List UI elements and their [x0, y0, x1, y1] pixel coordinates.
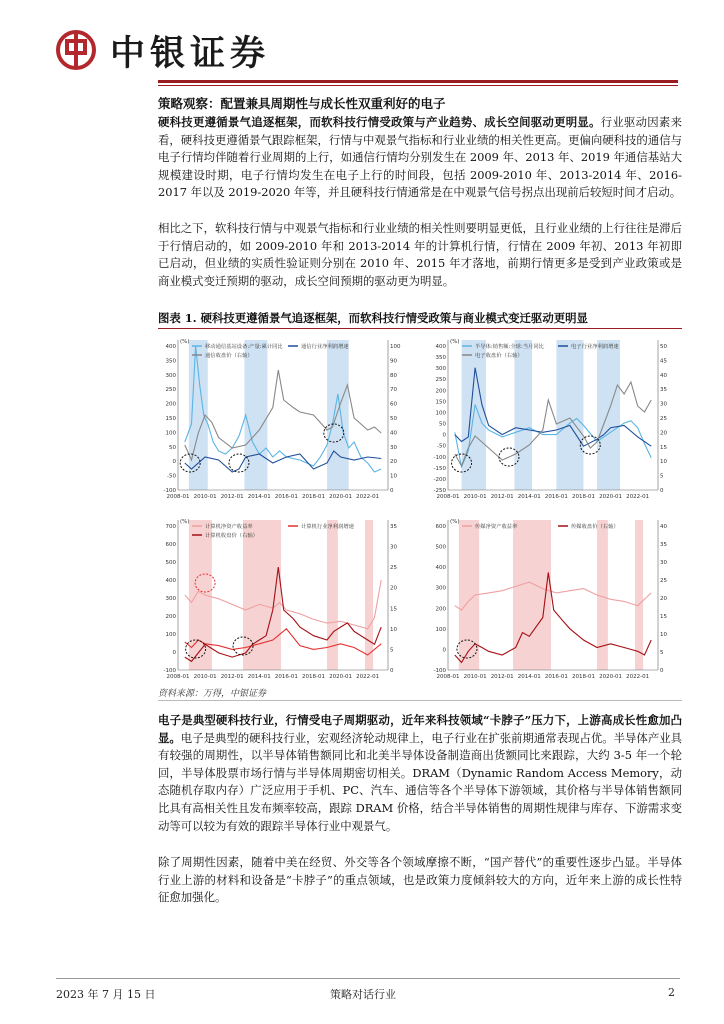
figure-source-rule	[158, 700, 682, 701]
figure-title: 图表 1. 硬科技更遵循景气追逐框架，而软科技行情受政策与商业模式变迁驱动更明显	[158, 311, 588, 325]
y-tick-label: -50	[437, 443, 446, 450]
y2-tick-label: 20	[390, 585, 397, 592]
y-tick-label: 100	[165, 632, 176, 638]
y-tick-label: 100	[435, 626, 446, 633]
y-tick-label: 500	[165, 560, 176, 566]
y2-tick-label: 35	[390, 524, 397, 530]
footer-center: 策略对话行业	[330, 988, 396, 1001]
y-tick-label: 0	[442, 432, 446, 439]
x-tick-label: 2014-01	[517, 674, 541, 680]
y-tick-label: -50	[167, 473, 176, 480]
x-tick-label: 2016-01	[274, 674, 298, 680]
y-tick-label: 250	[165, 387, 176, 394]
y-unit-label: (%)	[450, 519, 460, 525]
y2-tick-label: 30	[660, 560, 667, 566]
x-tick-label: 2016-01	[544, 494, 568, 500]
legend-label: 计算机行业净利润增速	[301, 524, 354, 530]
x-tick-label: 2010-01	[463, 494, 487, 500]
y-tick-label: -100	[433, 668, 446, 674]
y-tick-label: 200	[435, 606, 446, 613]
y-tick-label: -200	[433, 476, 446, 483]
y2-tick-label: 0	[660, 488, 664, 494]
x-tick-label: 2012-01	[220, 494, 244, 500]
y-tick-label: 100	[435, 410, 446, 417]
x-tick-label: 2022-01	[356, 674, 380, 680]
legend-label: 通信收盘价（右轴）	[205, 353, 253, 359]
y-tick-label: 250	[435, 377, 446, 384]
x-tick-label: 2008-01	[166, 674, 190, 680]
y2-tick-label: 35	[660, 387, 667, 394]
y2-tick-label: 10	[660, 459, 667, 466]
y-tick-label: -100	[163, 488, 176, 494]
page-number: 2	[668, 986, 675, 999]
y-tick-label: 50	[439, 421, 446, 428]
x-tick-label: 2020-01	[599, 674, 623, 680]
x-tick-label: 2018-01	[301, 494, 325, 500]
x-tick-label: 2008-01	[436, 494, 460, 500]
y2-tick-label: 25	[390, 565, 397, 572]
y-tick-label: 600	[165, 542, 176, 548]
y-tick-label: -100	[433, 454, 446, 461]
y-tick-label: 300	[165, 596, 176, 602]
x-tick-label: 2014-01	[247, 674, 271, 680]
x-tick-label: 2014-01	[517, 494, 541, 500]
y2-tick-label: 15	[660, 614, 667, 620]
highlight-band	[365, 520, 373, 670]
y2-tick-label: 20	[660, 596, 667, 602]
chart-panel-3	[164, 519, 398, 680]
x-tick-label: 2018-01	[301, 674, 325, 680]
y-tick-label: 150	[165, 416, 176, 422]
y2-tick-label: 30	[390, 544, 397, 551]
footer-divider	[56, 978, 680, 979]
y2-tick-label: 10	[660, 632, 667, 638]
header-divider	[158, 80, 678, 83]
y2-tick-label: 90	[390, 358, 397, 365]
x-tick-label: 2014-01	[247, 494, 271, 500]
y-tick-label: 0	[172, 650, 176, 656]
y2-tick-label: 35	[660, 542, 667, 548]
y2-tick-label: 20	[390, 459, 397, 466]
y-tick-label: 400	[435, 344, 446, 350]
legend-label: 电子行业净利润增速	[571, 344, 619, 350]
y2-tick-label: 15	[390, 606, 397, 613]
brand-name: 中银证券	[110, 33, 271, 74]
y-tick-label: 200	[435, 388, 446, 395]
y2-tick-label: 30	[390, 444, 397, 451]
y-tick-label: 300	[435, 366, 446, 373]
y-tick-label: 0	[172, 459, 176, 466]
chart-panel-4	[434, 519, 668, 680]
paragraph-1	[158, 114, 682, 202]
y2-tick-label: 0	[390, 488, 394, 494]
x-tick-label: 2012-01	[490, 674, 514, 680]
y-unit-label: (%)	[450, 339, 460, 345]
x-tick-label: 2018-01	[571, 494, 595, 500]
y-tick-label: 350	[435, 355, 446, 362]
y2-tick-label: 80	[390, 372, 397, 379]
series-line-3	[185, 370, 381, 460]
x-tick-label: 2022-01	[626, 674, 650, 680]
y-tick-label: -150	[433, 465, 446, 472]
x-tick-label: 2008-01	[166, 494, 190, 500]
legend-label: 计算机收盘价（右轴）	[205, 533, 258, 539]
legend-label: 半导体:销售额:全球:当月同比	[475, 344, 544, 350]
y-tick-label: -250	[433, 488, 446, 494]
highlight-band	[597, 340, 620, 490]
highlight-band	[327, 340, 349, 490]
y2-tick-label: 25	[660, 416, 667, 422]
highlight-band	[514, 340, 532, 490]
series-line-2	[455, 573, 651, 663]
highlight-band	[189, 520, 212, 670]
y2-tick-label: 45	[660, 358, 667, 365]
paragraph-3-lead: 电子是典型硬科技行业，行情受电子周期驱动，近年来科技领域“卡脖子”压力下，上游高成长性愈加凸显。	[158, 713, 682, 745]
chart-panel-1	[164, 339, 401, 500]
x-tick-label: 2012-01	[490, 494, 514, 500]
y2-tick-label: 5	[660, 473, 664, 480]
y2-tick-label: 10	[390, 626, 397, 633]
legend-label: 移动通信基站设备:产量:累计同比	[205, 344, 283, 350]
x-tick-label: 2018-01	[571, 674, 595, 680]
y2-tick-label: 40	[660, 524, 667, 530]
section-title: 策略观察：配置兼具周期性与成长性双重利好的电子	[158, 96, 446, 111]
footer-date: 2023 年 7 月 15 日	[56, 988, 156, 1001]
legend-label: 传媒收盘价（右轴）	[571, 524, 619, 530]
y-tick-label: 300	[165, 372, 176, 379]
x-tick-label: 2016-01	[544, 674, 568, 680]
y-tick-label: 300	[435, 585, 446, 592]
paragraph-3	[158, 712, 682, 835]
bank-logo-icon	[56, 30, 96, 70]
y-tick-label: 200	[165, 401, 176, 408]
paragraph-1-lead: 硬科技更遵循景气追逐框架，而软科技行情受政策与产业趋势、成长空间驱动更明显。	[158, 115, 601, 129]
highlight-band	[635, 520, 643, 670]
x-tick-label: 2022-01	[356, 494, 380, 500]
figure-title-rule	[158, 328, 682, 329]
y2-tick-label: 5	[660, 650, 664, 656]
y2-tick-label: 0	[660, 668, 664, 674]
figure-source: 资料来源：万得，中银证券	[158, 689, 267, 699]
x-tick-label: 2020-01	[329, 674, 353, 680]
legend-label: 传媒净资产收益率	[475, 524, 518, 530]
paragraph-1-body: 行业驱动因素来看，硬科技更遵循景气跟踪框架，行情与中观景气指标和行业业绩的相关性更高。更偏向硬科技的通信与电子行情均伴随着行业周期的上行，如通信行情均分别发生在 2009 年、2013 年、2019 年通信基站大规模建设时期，电子行情均发生在电子上行的时间段，包括 2009-2010 年、2013-2014 年、2016-2017 年以及 2019-2020 年等，并且硬科技行情通常是在中观景气信号拐点出现前后较短时间才启动。	[158, 115, 682, 200]
header-divider-thin	[158, 85, 678, 86]
y-tick-label: 100	[165, 430, 176, 437]
legend-label: 计算机净资产收益率	[205, 524, 253, 530]
highlight-band	[556, 340, 583, 490]
legend-label: 通信行业净利润增速	[301, 344, 349, 350]
y-tick-label: 0	[442, 647, 446, 654]
legend-label: 电子收盘价（右轴）	[475, 353, 523, 359]
y-tick-label: 350	[165, 358, 176, 365]
x-tick-label: 2010-01	[193, 674, 217, 680]
y-tick-label: 50	[169, 444, 176, 451]
y2-tick-label: 0	[390, 668, 394, 674]
paragraph-2: 相比之下，软科技行情与中观景气指标和行业业绩的相关性则要明显更低，且行业业绩的上行往往是滞后于行情启动的，如 2009-2010 年和 2013-2014 年的计算机行情，行情在 2009 年初、2013 年初即已启动，但业绩的实质性验证则分别在 2010 年、2015 年才落地，前期行情更多是受到产业政策或是商业模式变迁预期的驱动，成长空间预期的驱动更为明显。	[158, 221, 682, 288]
x-tick-label: 2012-01	[220, 674, 244, 680]
y2-tick-label: 40	[390, 430, 397, 437]
paragraph-3-body: 电子是典型的硬科技行业，宏观经济轮动规律上，电子行业在扩张前期通常表现占优。半导体产业具有较强的周期性，以半导体销售额同比和北美半导体设备制造商出货额同比来跟踪，大约 3-5 年一个轮回，半导体股票市场行情与半导体周期密切相关。DRAM（Dynamic Random Access Memory，动态随机存取内存）广泛应用于手机、PC、汽车、通信等各个半导体下游领域，其价格与半导体销售额同比具有高相关性且发布频率较高，跟踪 DRAM 价格，结合半导体销售的周期性规律与库存、下游需求变动等可以较为有效的跟踪半导体行业中观景气。	[158, 730, 682, 833]
y2-tick-label: 40	[660, 372, 667, 379]
y2-tick-label: 70	[390, 387, 397, 394]
y-unit-label: (%)	[180, 339, 190, 345]
x-tick-label: 2010-01	[193, 494, 217, 500]
x-tick-label: 2020-01	[599, 494, 623, 500]
y-tick-label: 200	[165, 614, 176, 620]
y2-tick-label: 60	[390, 401, 397, 408]
series-line-2	[185, 629, 381, 655]
y2-tick-label: 30	[660, 401, 667, 408]
y-tick-label: 500	[435, 544, 446, 551]
x-tick-label: 2010-01	[463, 674, 487, 680]
y2-tick-label: 100	[390, 344, 401, 350]
y-tick-label: 700	[165, 524, 176, 530]
y-tick-label: -100	[163, 668, 176, 674]
y2-tick-label: 5	[390, 647, 394, 654]
paragraph-4: 除了周期性因素，随着中美在经贸、外交等各个领域摩擦不断，“国产替代”的重要性逐步凸显。半导体行业上游的材料和设备是“卡脖子”的重点领域，也是政策力度倾斜较大的方向，近年来上游的成长性特征愈加强化。	[158, 855, 682, 905]
y2-tick-label: 15	[660, 444, 667, 451]
y2-tick-label: 25	[660, 578, 667, 584]
y-unit-label: (%)	[180, 519, 190, 525]
y2-tick-label: 10	[390, 473, 397, 480]
y-tick-label: 400	[165, 578, 176, 584]
y2-tick-label: 20	[660, 430, 667, 437]
y2-tick-label: 50	[390, 416, 397, 422]
y-tick-label: 400	[435, 565, 446, 572]
y-tick-label: 600	[435, 524, 446, 530]
x-tick-label: 2016-01	[274, 494, 298, 500]
figure-charts	[158, 330, 684, 682]
x-tick-label: 2020-01	[329, 494, 353, 500]
y-tick-label: 400	[165, 344, 176, 350]
x-tick-label: 2022-01	[626, 494, 650, 500]
chart-panel-2	[434, 339, 668, 500]
y-tick-label: 150	[435, 399, 446, 406]
y2-tick-label: 50	[660, 344, 667, 350]
x-tick-label: 2008-01	[436, 674, 460, 680]
